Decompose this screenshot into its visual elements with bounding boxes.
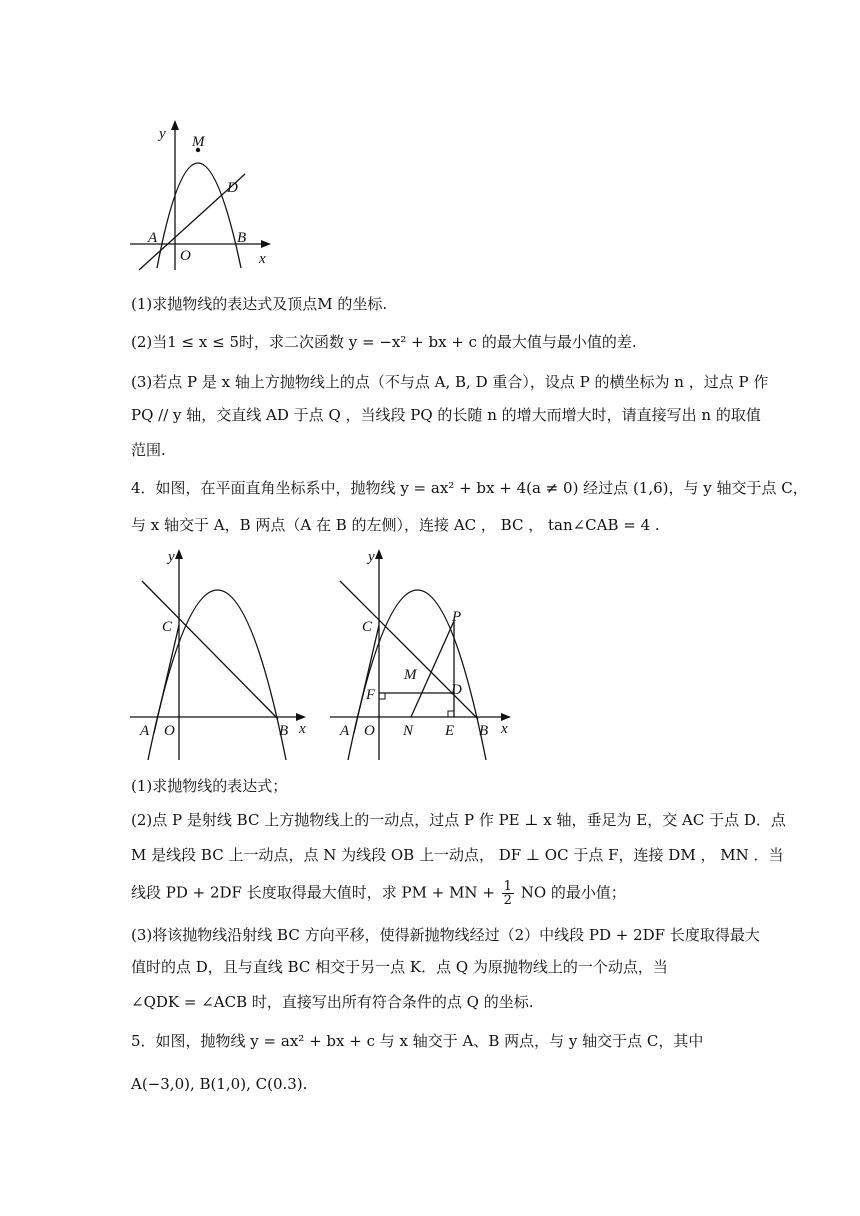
label-B: B (479, 723, 489, 739)
label-B: B (237, 230, 247, 246)
q5-intro-line2: A(−3,0), B(1,0), C(0.3). (131, 1075, 308, 1093)
q4-part2-line3 (131, 880, 626, 907)
q5-intro-line1: 5．如图，抛物线 y = ax² + bx + c 与 x 轴交于 A、B 两点，与 y 轴交于点 C，其中 (131, 1032, 704, 1050)
label-C: C (162, 619, 173, 635)
q3-part1: (1)求抛物线的表达式及顶点M 的坐标. (131, 295, 388, 313)
label-x: x (501, 721, 508, 737)
label-M: M (192, 134, 205, 150)
label-O: O (364, 723, 375, 739)
label-y: y (168, 549, 175, 565)
label-x: x (299, 721, 306, 737)
q3-part2: (2)当1 ≤ x ≤ 5时，求二次函数 y = −x² + bx + c 的最大值与最小值的差. (131, 333, 637, 351)
label-B: B (279, 723, 289, 739)
label-E: E (445, 723, 455, 739)
label-A: A (148, 230, 158, 246)
fraction-numerator: 1 (503, 879, 512, 894)
q4-intro-line1: 4．如图，在平面直角坐标系中，抛物线 y = ax² + bx + 4(a ≠ 0) 经过点 (1,6)，与 y 轴交于点 C， (131, 479, 808, 497)
label-M: M (404, 667, 417, 683)
label-P: P (452, 609, 462, 625)
q4-part3-line2: 值时的点 D，且与直线 BC 相交于另一点 K．点 Q 为原抛物线上的一个动点，当 (131, 958, 668, 976)
q3-part3-line3: 范围. (131, 441, 166, 459)
q3-part3-line1: (3)若点 P 是 x 轴上方抛物线上的点（不与点 A, B, D 重合），设点 P 的横坐标为 n ，过点 P 作 (131, 373, 769, 391)
figure-4-left (128, 545, 313, 765)
label-F: F (366, 687, 376, 703)
label-A: A (340, 723, 350, 739)
q4-part2-line3-text: 线段 PD + 2DF 长度取得最大值时，求 PM + MN + (131, 883, 495, 902)
fraction-one-half (502, 880, 514, 907)
label-N: N (403, 723, 414, 739)
label-y: y (159, 126, 166, 142)
label-D: D (451, 682, 462, 698)
label-O: O (164, 723, 175, 739)
q3-part3-line2: PQ // y 轴，交直线 AD 于点 Q ，当线段 PQ 的长随 n 的增大而增大时，请直接写出 n 的取值 (131, 406, 761, 424)
label-x: x (259, 251, 266, 267)
q4-part2-line2: M 是线段 BC 上一动点，点 N 为线段 OB 上一动点， DF ⊥ OC 于点 F，连接 DM ， MN ．当 (131, 846, 784, 864)
fraction-denominator: 2 (503, 893, 512, 908)
label-C: C (362, 619, 373, 635)
q4-part1: (1)求抛物线的表达式； (131, 777, 288, 795)
figure-1-parabola (125, 118, 285, 278)
label-A: A (140, 723, 150, 739)
q4-part2-line3-tail: NO 的最小值； (520, 883, 626, 902)
label-D: D (227, 180, 238, 196)
q4-part3-line1: (3)将该抛物线沿射线 BC 方向平移，使得新抛物线经过（2）中线段 PD + 2DF 长度取得最大 (131, 926, 760, 944)
label-y: y (368, 549, 375, 565)
q4-intro-line2: 与 x 轴交于 A，B 两点（A 在 B 的左侧），连接 AC ， BC ， tan∠CAB = 4 . (131, 516, 660, 534)
label-O: O (180, 248, 191, 264)
q4-part2-line1: (2)点 P 是射线 BC 上方抛物线上的一动点，过点 P 作 PE ⊥ x 轴，垂足为 E，交 AC 于点 D．点 (131, 811, 786, 829)
q4-part3-line3: ∠QDK = ∠ACB 时，直接写出所有符合条件的点 Q 的坐标. (131, 993, 534, 1011)
figure-4-right (328, 545, 518, 765)
